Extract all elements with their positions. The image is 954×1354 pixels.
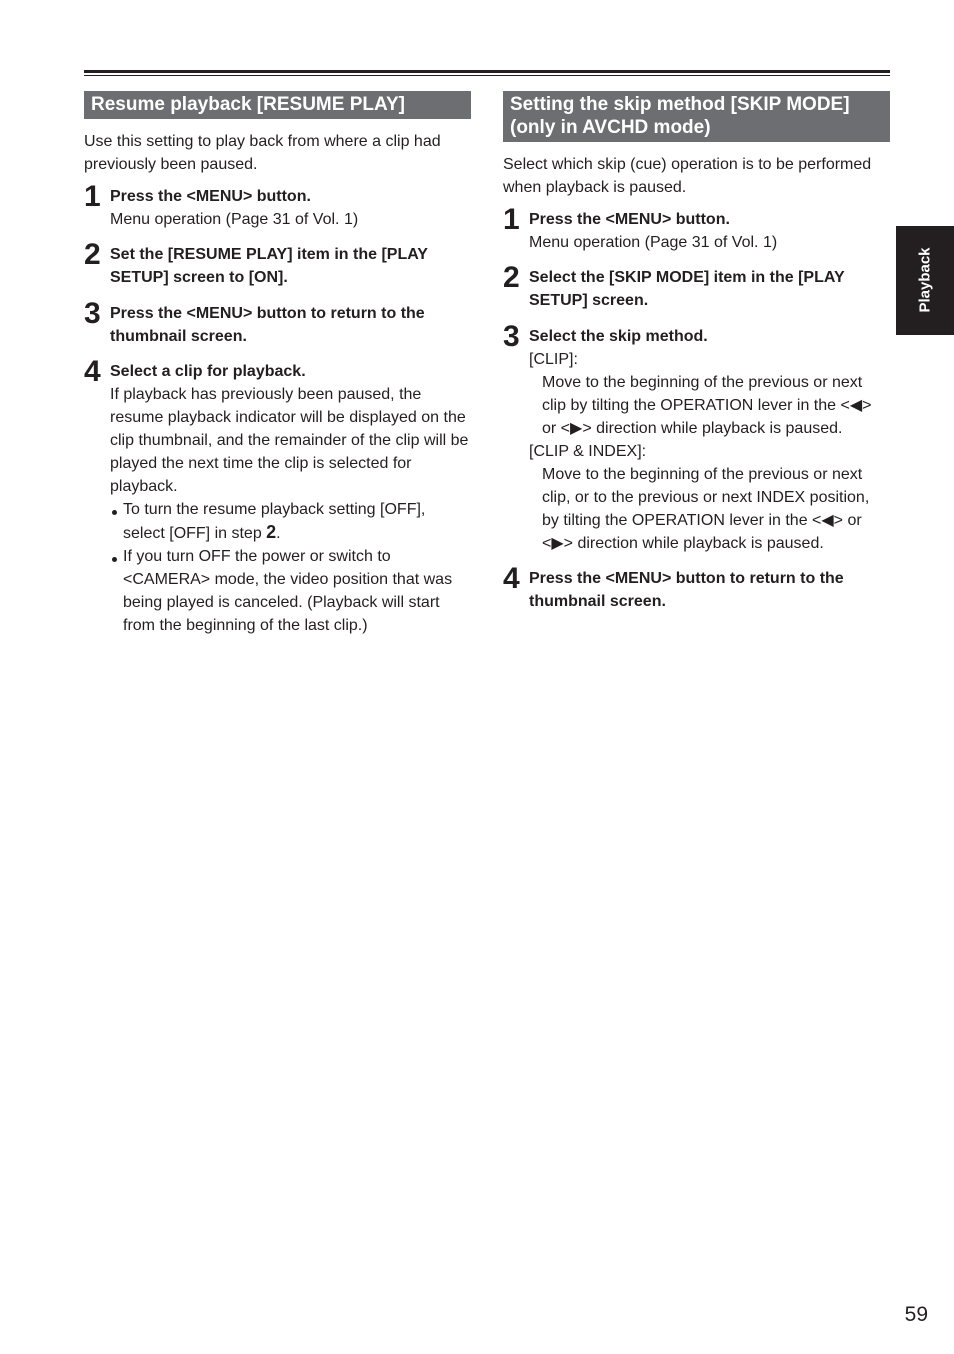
step-4 <box>84 355 471 637</box>
step-2 <box>503 261 890 312</box>
step-number: 4 <box>84 355 101 388</box>
section-heading: Setting the skip method [SKIP MODE] (only in AVCHD mode) <box>503 91 890 142</box>
step-number: 1 <box>84 180 101 213</box>
resume-play-section <box>84 91 471 637</box>
step-number: 1 <box>503 203 520 236</box>
chapter-tab <box>896 226 954 335</box>
step-3 <box>503 320 890 555</box>
header-rule-thin <box>84 75 890 76</box>
section-intro: Select which skip (cue) operation is to be performed when playback is paused. <box>503 156 872 196</box>
note-bullet: If you turn OFF the power or switch to <CAMERA> mode, the video position that was being played is canceled. (Playback will start from the beginning of the last clip.) <box>110 545 471 637</box>
step-title: Select the [SKIP MODE] item in the [PLAY SETUP] screen. <box>529 269 845 309</box>
step-2 <box>84 238 471 289</box>
step-number: 2 <box>503 261 520 294</box>
skip-mode-section <box>503 91 890 613</box>
step-title: Press the <MENU> button. <box>529 211 730 228</box>
step-title: Press the <MENU> button. <box>110 188 311 205</box>
step-body: If playback has previously been paused, the resume playback indicator will be displayed on the clip thumbnail, and the remainder of the clip will be played the next time the clip is selected for playback. <box>110 386 469 495</box>
step-body: Menu operation (Page 31 of Vol. 1) <box>110 211 359 228</box>
chapter-tab-label: Playback <box>916 247 934 313</box>
step-number: 4 <box>503 562 520 595</box>
step-number: 2 <box>84 238 101 271</box>
step-number: 3 <box>503 320 520 353</box>
header-rule-thick <box>84 70 890 73</box>
step-1 <box>84 180 471 231</box>
step-title: Select the skip method. <box>529 328 708 345</box>
step-number: 3 <box>84 297 101 330</box>
step-4 <box>503 562 890 613</box>
section-heading: Resume playback [RESUME PLAY] <box>84 91 471 119</box>
step-reference: 2 <box>266 522 277 542</box>
step-title: Press the <MENU> button to return to the thumbnail screen. <box>529 570 844 610</box>
step-title: Set the [RESUME PLAY] item in the [PLAY SETUP] screen to [ON]. <box>110 246 428 286</box>
section-intro: Use this setting to play back from where a clip had previously been paused. <box>84 133 441 173</box>
step-3 <box>84 297 471 348</box>
note-bullet: To turn the resume playback setting [OFF], select [OFF] in step 2. <box>110 498 471 545</box>
option-description: Move to the beginning of the previous or next clip by tilting the OPERATION lever in the <◀> or <▶> direction while playback is paused. <box>542 374 872 437</box>
step-1 <box>503 203 890 254</box>
option-label: [CLIP]: <box>529 351 578 368</box>
option-label: [CLIP & INDEX]: <box>529 443 647 460</box>
step-title: Select a clip for playback. <box>110 363 306 380</box>
step-title: Press the <MENU> button to return to the thumbnail screen. <box>110 305 425 345</box>
step-body: Menu operation (Page 31 of Vol. 1) <box>529 234 778 251</box>
option-description: Move to the beginning of the previous or next clip, or to the previous or next INDEX position, by tilting the OPERATION lever in the <◀> or <▶> direction while playback is paused. <box>542 466 870 552</box>
page-number: 59 <box>904 1303 928 1326</box>
